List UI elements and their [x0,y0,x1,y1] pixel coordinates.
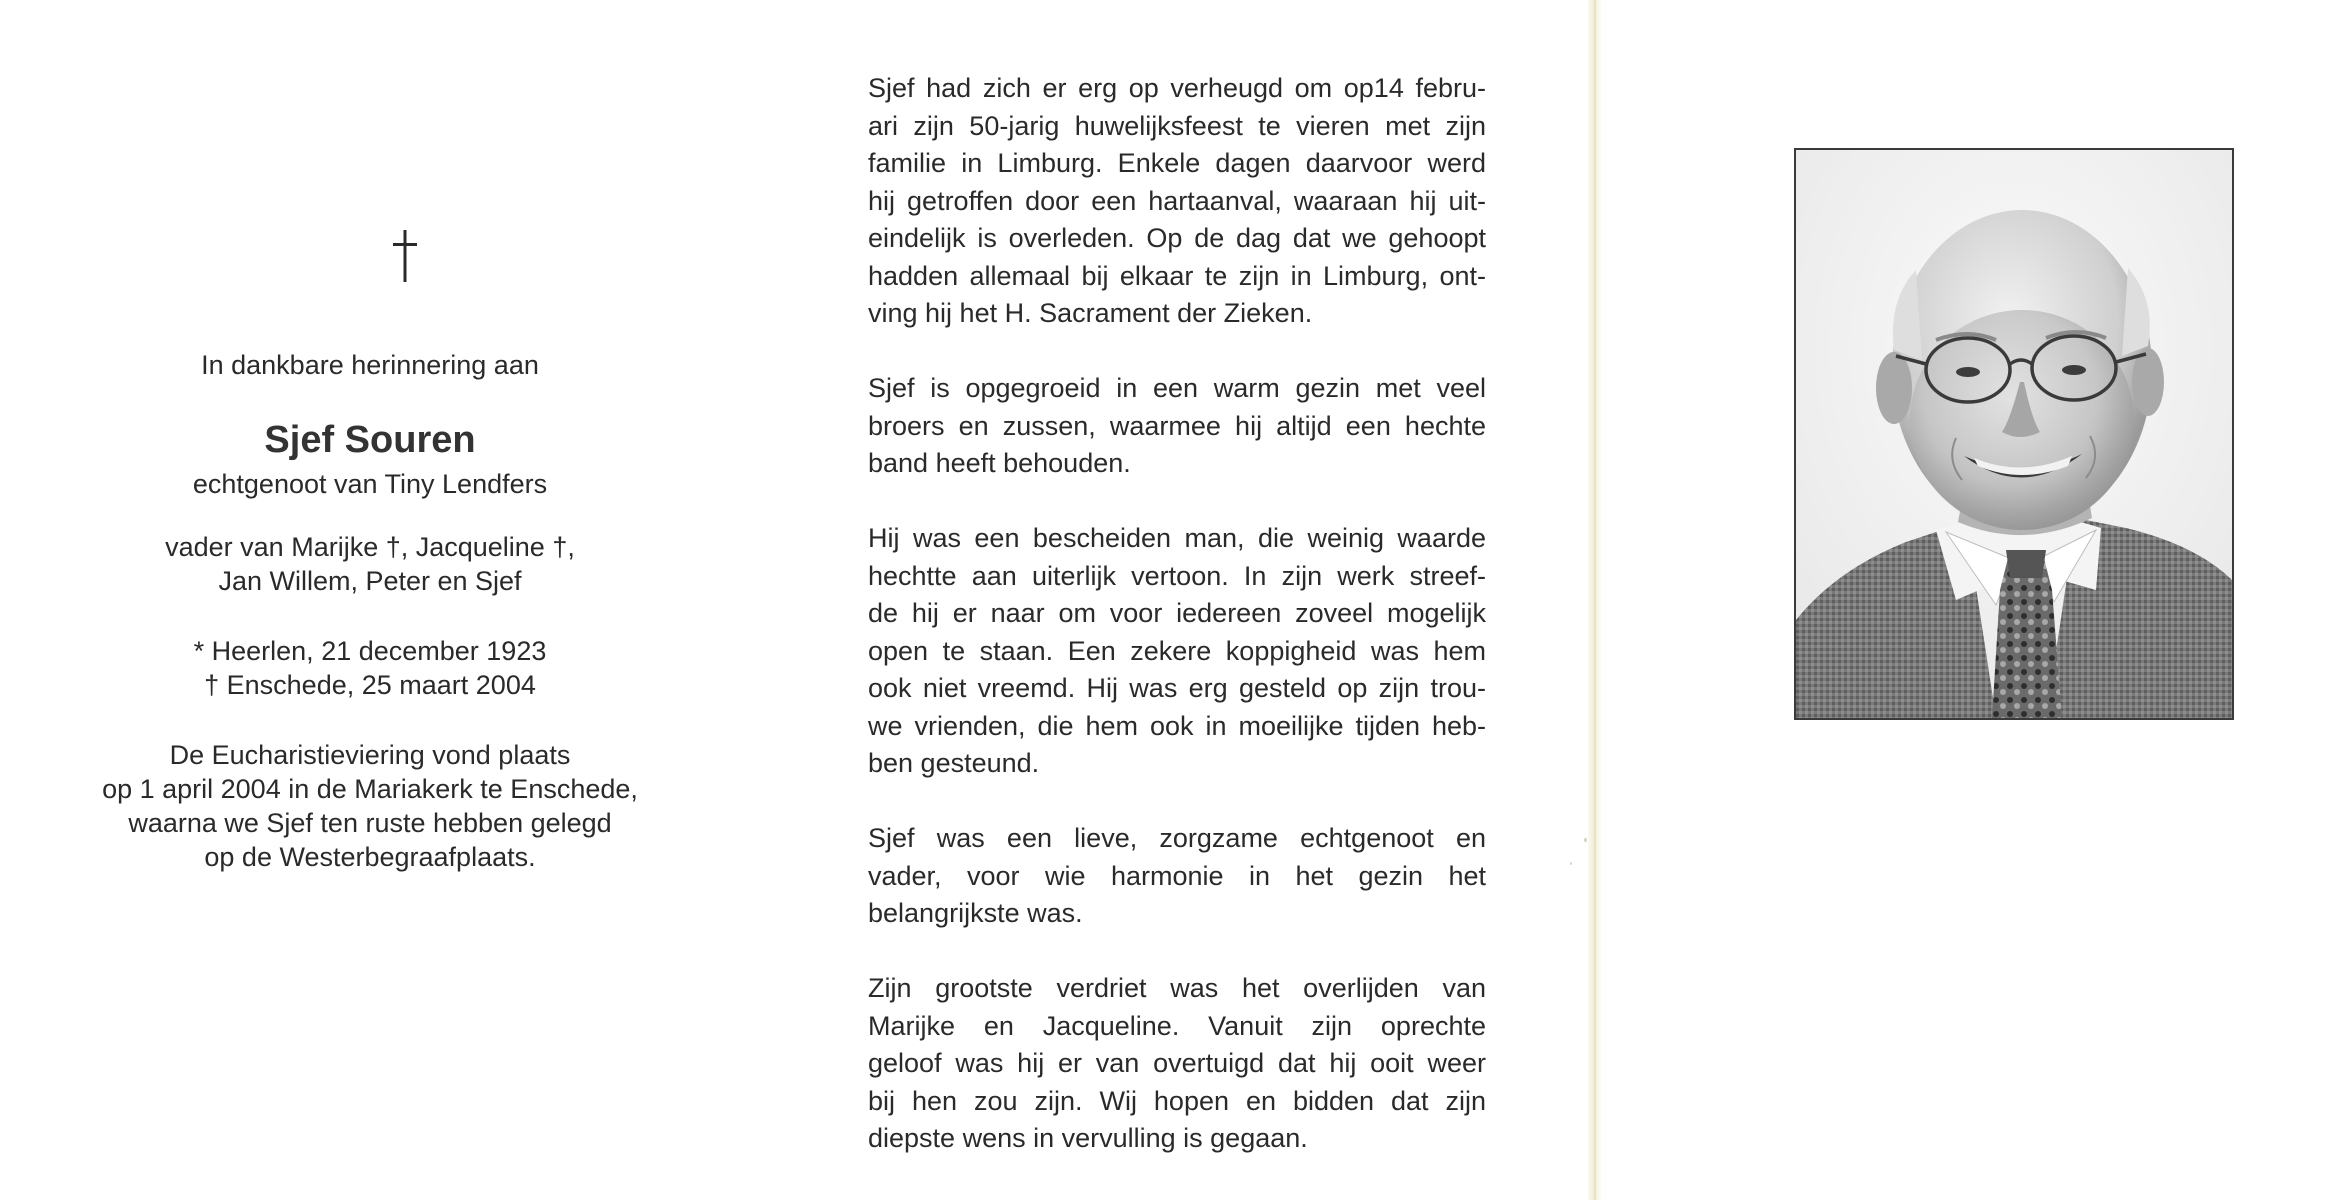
funeral-line: waarna we Sjef ten ruste hebben gelegd [128,808,612,838]
latin-cross-icon [385,228,425,284]
text-line: Sjef had zich er erg op verheugd om op14 febru- [868,73,1486,103]
text-line: broers en zussen, waarmee hij altijd een hechte [868,410,1486,441]
paragraph [868,970,1486,1158]
spouse-text: echtgenoot van Tiny Lendfers [192,469,548,499]
text-line: Marijke en Jacqueline. Vanuit zijn oprechte [868,1010,1486,1041]
scan-speck [1584,838,1587,842]
paragraph [868,820,1486,933]
text-line: belangrijkste was. [868,898,1083,928]
children-line: Jan Willem, Peter en Sjef [218,566,522,596]
children-text [40,530,700,598]
text-line: bij hen zou zijn. Wij hopen en bidden dat zijn [868,1085,1486,1116]
portrait-photo [1794,148,2234,720]
text-line: hechtte aan uiterlijk vertoon. In zijn werk streef- [868,560,1486,591]
funeral-line: op 1 april 2004 in de Mariakerk te Enschede, [102,774,638,804]
birth-date: * Heerlen, 21 december 1923 [193,636,547,666]
middle-panel [868,70,1486,1195]
text-line: hij getroffen door een hartaanval, waaraan hij uit- [868,185,1486,216]
intro-text: In dankbare herinnering aan [201,350,539,380]
paragraph [868,520,1486,783]
children-line: vader van Marijke †, Jacqueline †, [165,532,575,562]
life-dates [40,634,700,702]
text-line: Sjef is opgegroeid in een warm gezin met veel [868,373,1486,403]
text-line: geloof was hij er van overtuigd dat hij ooit weer [868,1048,1486,1078]
text-line: familie in Limburg. Enkele dagen daarvoor werd [868,148,1486,178]
funeral-text [40,738,700,874]
text-line: hadden allemaal bij elkaar te zijn in Limburg, ont- [868,260,1486,291]
text-line: ben gesteund. [868,748,1040,778]
portrait-image [1796,150,2232,718]
text-line: we vrienden, die hem ook in moeilijke tijden heb- [868,710,1486,741]
text-line: ving hij het H. Sacrament der Zieken. [868,298,1313,328]
text-line: open te staan. Een zekere koppigheid was hem [868,635,1486,666]
deceased-name: Sjef Souren [264,419,476,461]
scan-speck [1570,862,1572,865]
text-line: de hij er naar om voor iedereen zoveel mogelijk [868,598,1486,628]
text-line: eindelijk is overleden. Op de dag dat we gehoopt [868,223,1486,253]
text-line: Zijn grootste verdriet was het overlijden van [868,973,1486,1003]
text-line: ari zijn 50-jarig huwelijksfeest te vieren met zijn [868,110,1486,141]
text-line: Sjef was een lieve, zorgzame echtgenoot en [868,823,1486,853]
paragraph [868,370,1486,483]
death-date: † Enschede, 25 maart 2004 [204,670,536,700]
text-line: Hij was een bescheiden man, die weinig waarde [868,523,1486,553]
funeral-line: op de Westerbegraafplaats. [204,842,536,872]
fold-line [1594,0,1596,1200]
text-line: vader, voor wie harmonie in het gezin het [868,860,1486,891]
text-line: diepste wens in vervulling is gegaan. [868,1123,1308,1153]
funeral-line: De Eucharistieviering vond plaats [169,740,571,770]
paragraph [868,70,1486,333]
text-line: ook niet vreemd. Hij was erg gesteld op zijn trou- [868,673,1486,703]
text-line: band heeft behouden. [868,448,1131,478]
